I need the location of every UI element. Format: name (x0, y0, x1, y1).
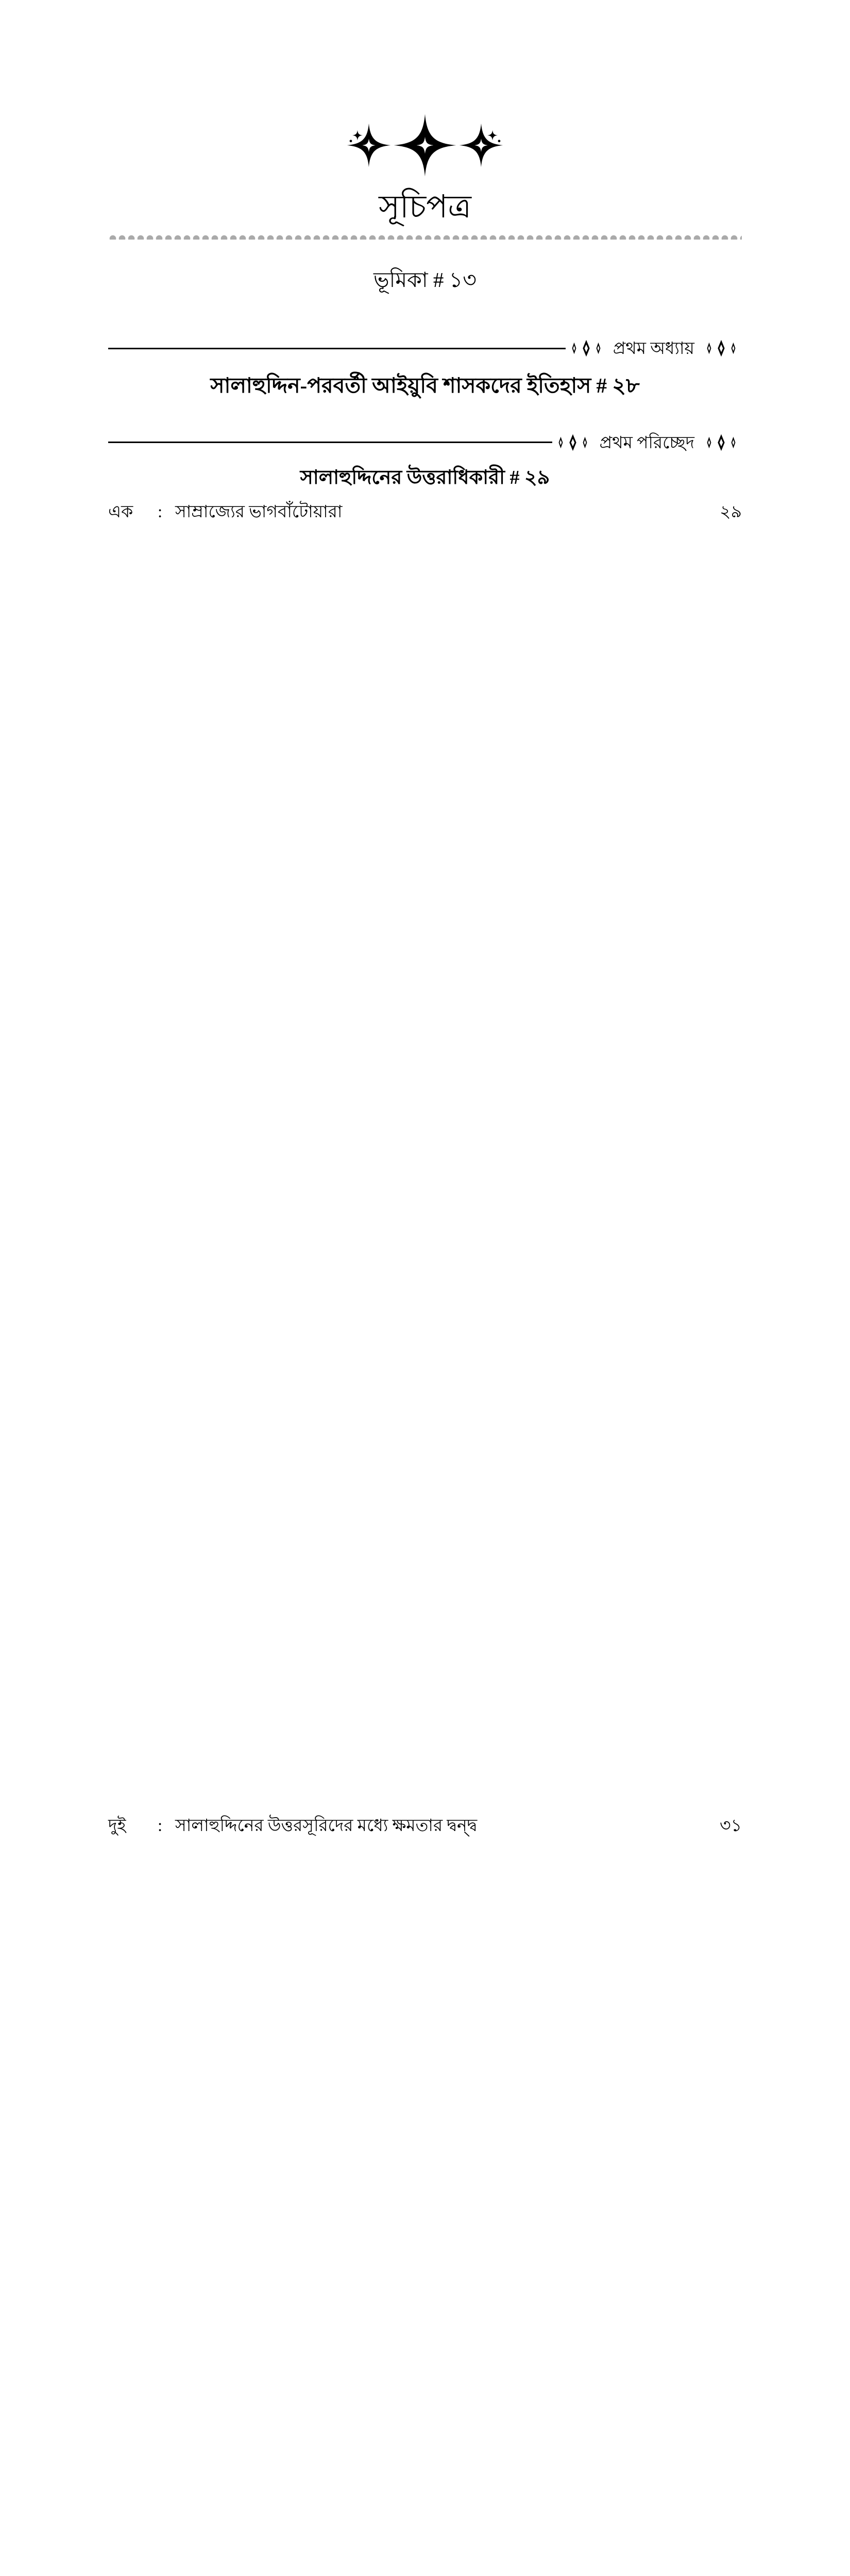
top-ornament (108, 120, 742, 171)
divider-ornament-right (703, 434, 740, 451)
divider-rule (108, 348, 566, 349)
section-title: সালাহুদ্দিনের উত্তরাধিকারী # ২৯ (300, 466, 550, 488)
section-divider-label: প্রথম পরিচ্ছেদ (599, 433, 694, 452)
entry-page: ২৯ (720, 502, 742, 521)
section-divider-1 (108, 428, 742, 457)
divider-ornament-left (568, 340, 605, 357)
entry-colon: : (158, 1816, 163, 1835)
divider-rule (108, 442, 552, 443)
sparkle-left-icon (345, 122, 393, 169)
table-row[interactable] (108, 1814, 742, 2576)
sparkle-right-icon (457, 122, 505, 169)
chapter-title: সালাহুদ্দিন-পরবর্তী আইয়ুবি শাসকদের ইতিহাস # ২৮ (210, 374, 640, 398)
preface-entry: ভূমিকা # ১৩ (373, 268, 477, 292)
chapter-divider-label: প্রথম অধ্যায় (613, 340, 694, 359)
entry-page: ৩১ (720, 1816, 742, 1835)
sparkle-center-icon (393, 113, 457, 178)
scallop-divider (108, 232, 742, 240)
chapter-divider (108, 334, 742, 363)
divider-ornament-left (554, 434, 591, 451)
page-title: সূচিপত্র (379, 190, 471, 225)
toc-entries-section-1 (108, 500, 742, 2576)
entry-index: এক (108, 502, 133, 521)
entry-index: দুই (108, 1816, 126, 1835)
entry-title: সালাহুদ্দিনের উত্তরসূরিদের মধ্যে ক্ষমতার দ্বন্দ্ব (175, 1816, 478, 1835)
entry-title: সাম্রাজ্যের ভাগবাঁটোয়ারা (175, 502, 343, 521)
entry-colon: : (158, 502, 163, 521)
table-row[interactable] (108, 500, 742, 1814)
toc-page (0, 120, 850, 1835)
divider-ornament-right (703, 340, 740, 357)
